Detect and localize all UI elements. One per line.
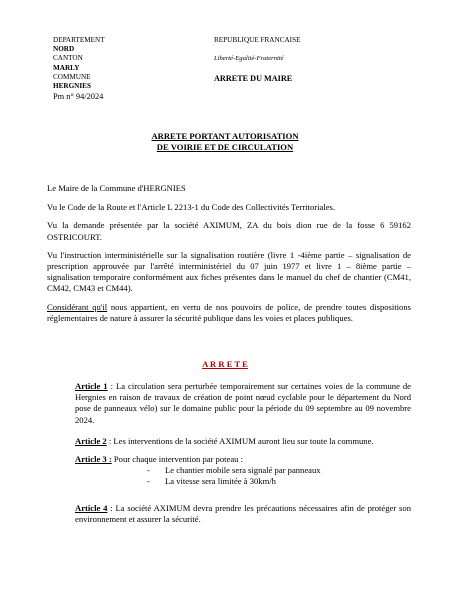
article-3-item: - Le chantier mobile sera signalé par panneaux bbox=[147, 465, 321, 476]
article-4-label: Article 4 bbox=[75, 502, 108, 513]
title-line-2: DE VOIRIE ET DE CIRCULATION bbox=[156, 141, 294, 152]
article-4-text: : La société AXIMUM devra prendre les précautions nécessaires afin de protéger son environnement et assurer la sécurité. bbox=[75, 502, 411, 524]
articles bbox=[75, 381, 411, 525]
article-3-label: Article 3 : bbox=[75, 454, 112, 465]
header-right bbox=[214, 36, 394, 84]
commune-label: COMMUNE bbox=[53, 72, 91, 81]
considerant bbox=[47, 302, 411, 324]
article-1-text: : La circulation sera perturbée temporairement sur certaines voies de la commune de Hergnies en raison de travaux de création de point nœud cyclable pour le département du Nord pose de panneaux vélo) sur le domaine public pour la période du 09 septembre au 09 novembre 2024. bbox=[75, 381, 411, 425]
article-3-text: Pour chaque intervention par poteau : bbox=[111, 454, 244, 465]
vu-instruction: Vu l'instruction interministérielle sur la signalisation routière (livre 1 -4ième partie – signalisation de prescription approuvée par l'arrêté interministériel du 07 juin 1977 et livre 1 – 8ième partie – signalisation temporaire conformément aux fiches présentes dans le manuel du chef de chantier (CM41, CM42, CM43 et CM44). bbox=[47, 249, 411, 294]
article-3 bbox=[75, 454, 411, 465]
canton-value: MARLY bbox=[53, 63, 80, 72]
article-2-text: : Les interventions de la société AXIMUM auront lieu sur toute la commune. bbox=[106, 435, 374, 446]
article-2-label: Article 2 bbox=[75, 435, 107, 446]
vu-code-route: Vu le Code de la Route et l'Article L 2213-1 du Code des Collectivités Territoriales. bbox=[47, 202, 336, 213]
departement-label: DEPARTEMENT bbox=[53, 36, 105, 44]
article-2 bbox=[75, 436, 411, 447]
considerant-text: nous appartient, en vertu de nos pouvoirs de police, de prendre toutes dispositions réglementaires de nature à assurer la sécurité publique dans les voies et places publiques. bbox=[47, 301, 411, 323]
article-1-label: Article 1 bbox=[75, 381, 108, 391]
vu-demande: Vu la demande présentée par la société AXIMUM, ZA du bois dion rue de la fosse 6 59162 OSTRICOURT. bbox=[47, 220, 411, 242]
motto: Liberté-Egalité-Fraternité bbox=[214, 55, 284, 63]
departement-value: NORD bbox=[53, 45, 75, 54]
header-left bbox=[53, 36, 183, 102]
document-type: ARRETE DU MAIRE bbox=[214, 74, 293, 84]
arrete-heading: A R R E T E bbox=[202, 359, 248, 369]
article-1 bbox=[75, 381, 411, 426]
commune-value: HERGNIES bbox=[53, 82, 91, 91]
article-4 bbox=[75, 503, 411, 525]
preamble bbox=[47, 183, 411, 324]
reference-number: Pm n° 94/2024 bbox=[53, 92, 104, 102]
canton-label: CANTON bbox=[53, 54, 83, 63]
republic-label: REPUBLIQUE FRANCAISE bbox=[214, 36, 301, 44]
considerant-label: Considérant qu'il bbox=[47, 301, 108, 312]
article-3-item: - La vitesse sera limitée à 30km/h bbox=[147, 476, 276, 487]
document-title bbox=[0, 131, 450, 152]
mayor-line: Le Maire de la Commune d'HERGNIES bbox=[47, 183, 186, 193]
title-line-1: ARRETE PORTANT AUTORISATION bbox=[151, 131, 299, 141]
